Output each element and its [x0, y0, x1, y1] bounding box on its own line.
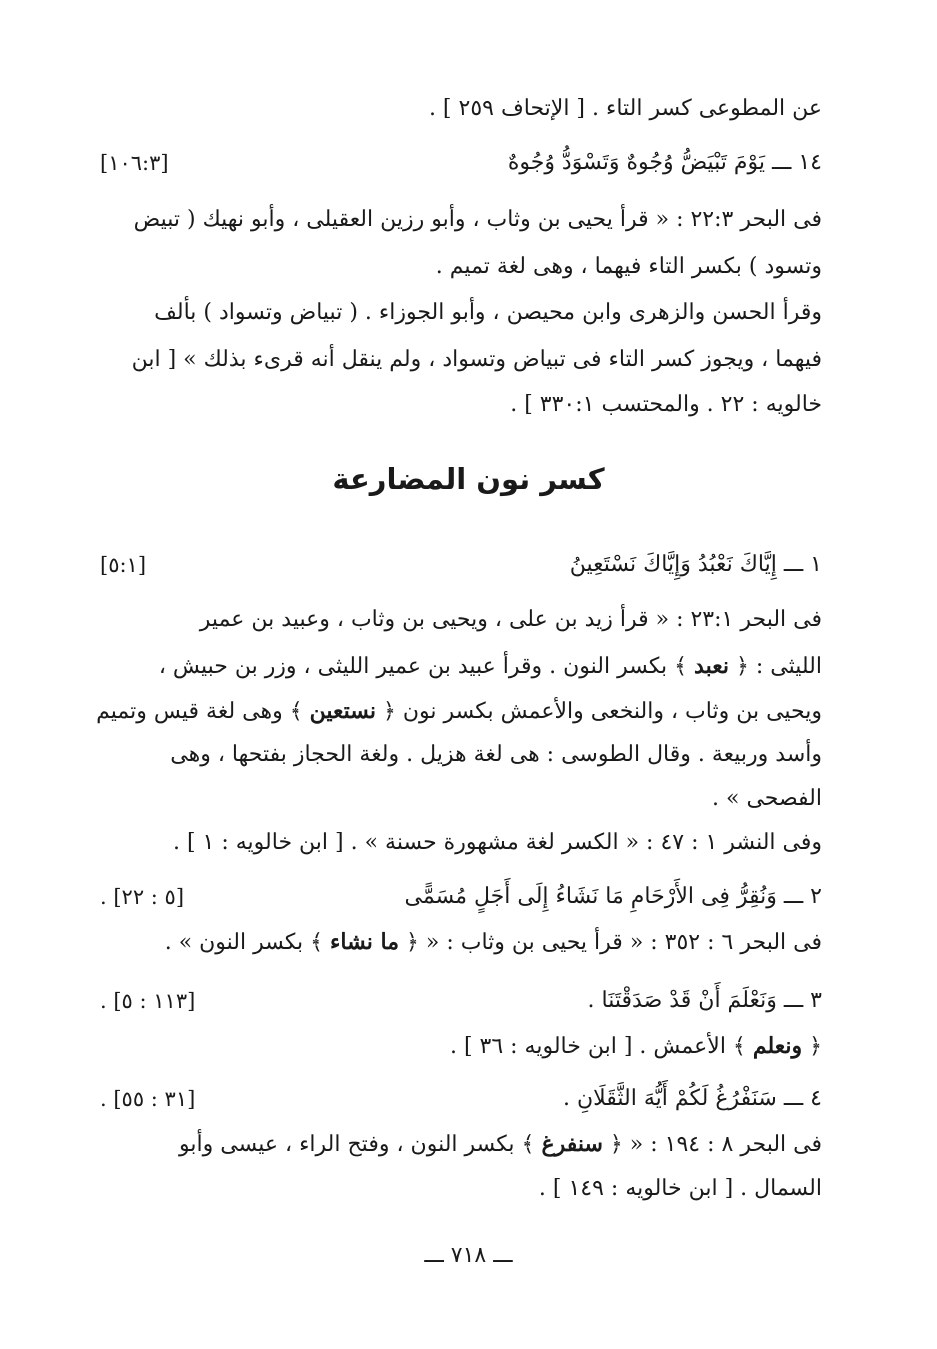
text-line: فيهما ، ويجوز كسر التاء فى تبياض وتسواد ، ولم ينقل أنه قرىء بذلك » [ ابن — [131, 347, 822, 372]
quranic-word: ما نشاء — [330, 929, 399, 955]
quranic-word: سنفرغ — [541, 1131, 603, 1157]
text-line — [179, 1127, 822, 1162]
text-line: وفى النشر ١ : ٤٧ : « الكسر لغة مشهورة حسنة » . [ ابن خالويه : ١ ] . — [172, 830, 822, 855]
text-segment: فى البحر ٨ : ١٩٤ : « ﴿ — [609, 1132, 822, 1157]
quranic-word: نعبد — [694, 653, 729, 679]
text-segment: ﴾ بكسر النون . وقرأ عبيد بن عمير الليثى ، وزر بن حبيش ، — [158, 654, 688, 679]
text-line: وقرأ الحسن والزهرى وابن محيصن ، وأبو الجوزاء . ( تبياض وتسواد ) بألف — [154, 300, 822, 325]
section-heading: كسر نون المضارعة — [332, 462, 605, 496]
text-line: خالويه : ٢٢ . والمحتسب ٣٣٠:١ ] . — [510, 392, 822, 417]
verse-reference: . [١١٣ : ٥] — [100, 989, 196, 1013]
text-line: الفصحى » . — [712, 786, 822, 811]
text-segment: ﴾ الأعمش . [ ابن خالويه : ٣٦ ] . — [449, 1034, 746, 1059]
text-line — [96, 694, 822, 729]
verse-reference: [٥:١] — [100, 553, 147, 577]
text-line: فى البحر ٢٣:١ : « قرأ زيد بن على ، ويحيى بن وثاب ، وعبيد بن عمير — [199, 607, 822, 632]
text-line: السمال . [ ابن خالويه : ١٤٩ ] . — [538, 1176, 822, 1201]
text-segment: فى البحر ٦ : ٣٥٢ : « قرأ يحيى بن وثاب : « ﴿ — [406, 930, 822, 955]
verse-line: ١ ـــ إِيَّاكَ نَعْبُدُ وَإِيَّاكَ نَسْتَعِينُ — [569, 552, 822, 577]
text-line: وتسود ) بكسر التاء فيهما ، وهى لغة تميم . — [435, 254, 822, 279]
verse-line: ٢ ـــ وَنُقِرُّ فِى الأَرْحَامِ مَا نَشَاءُ إِلَى أَجَلٍ مُسَمًّى — [404, 884, 822, 909]
text-line: عن المطوعى كسر التاء . [ الإتحاف ٢٥٩ ] . — [428, 96, 822, 121]
page-number: ـــ ٧١٨ ـــ — [424, 1243, 513, 1268]
text-segment: ﴿ — [809, 1034, 822, 1059]
text-segment: ﴾ بكسر النون ، وفتح الراء ، عيسى وأبو — [179, 1132, 535, 1157]
verse-line: ٤ ـــ سَنَفْرُغُ لَكُمْ أَيُّهَ الثَّقَلَانِ . — [563, 1086, 822, 1111]
text-line — [165, 925, 822, 960]
verse-reference: . [٣١ : ٥٥] — [100, 1087, 196, 1111]
verse-reference: [١٠٦:٣] — [100, 151, 169, 175]
verse-line: ١٤ ـــ يَوْمَ تَبْيَضُّ وُجُوهٌ وَتَسْوَدُّ وُجُوهٌ — [507, 150, 822, 175]
text-line: وأسد وربيعة . وقال الطوسى : هى لغة هزيل . ولغة الحجاز بفتحها ، وهى — [170, 742, 822, 767]
text-line: فى البحر ٢٢:٣ : « قرأ يحيى بن وثاب ، وأبو رزين العقيلى ، وأبو نهيك ( تبيض — [133, 207, 822, 232]
text-segment: ﴾ بكسر النون » . — [164, 930, 324, 955]
quranic-word: نستعين — [309, 698, 377, 724]
quranic-word: ونعلم — [752, 1033, 803, 1059]
text-segment: الليثى : ﴿ — [735, 654, 822, 679]
verse-line: ٣ ـــ وَنَعْلَمَ أَنْ قَدْ صَدَقْتَنَا . — [587, 988, 822, 1013]
verse-reference: . [٥ : ٢٢] — [100, 885, 185, 909]
text-line — [450, 1029, 822, 1064]
text-line — [159, 649, 822, 684]
text-segment: ويحيى بن وثاب ، والنخعى والأعمش بكسر نون ﴿ — [383, 699, 822, 724]
text-segment: ﴾ وهى لغة قيس وتميم — [96, 699, 303, 724]
